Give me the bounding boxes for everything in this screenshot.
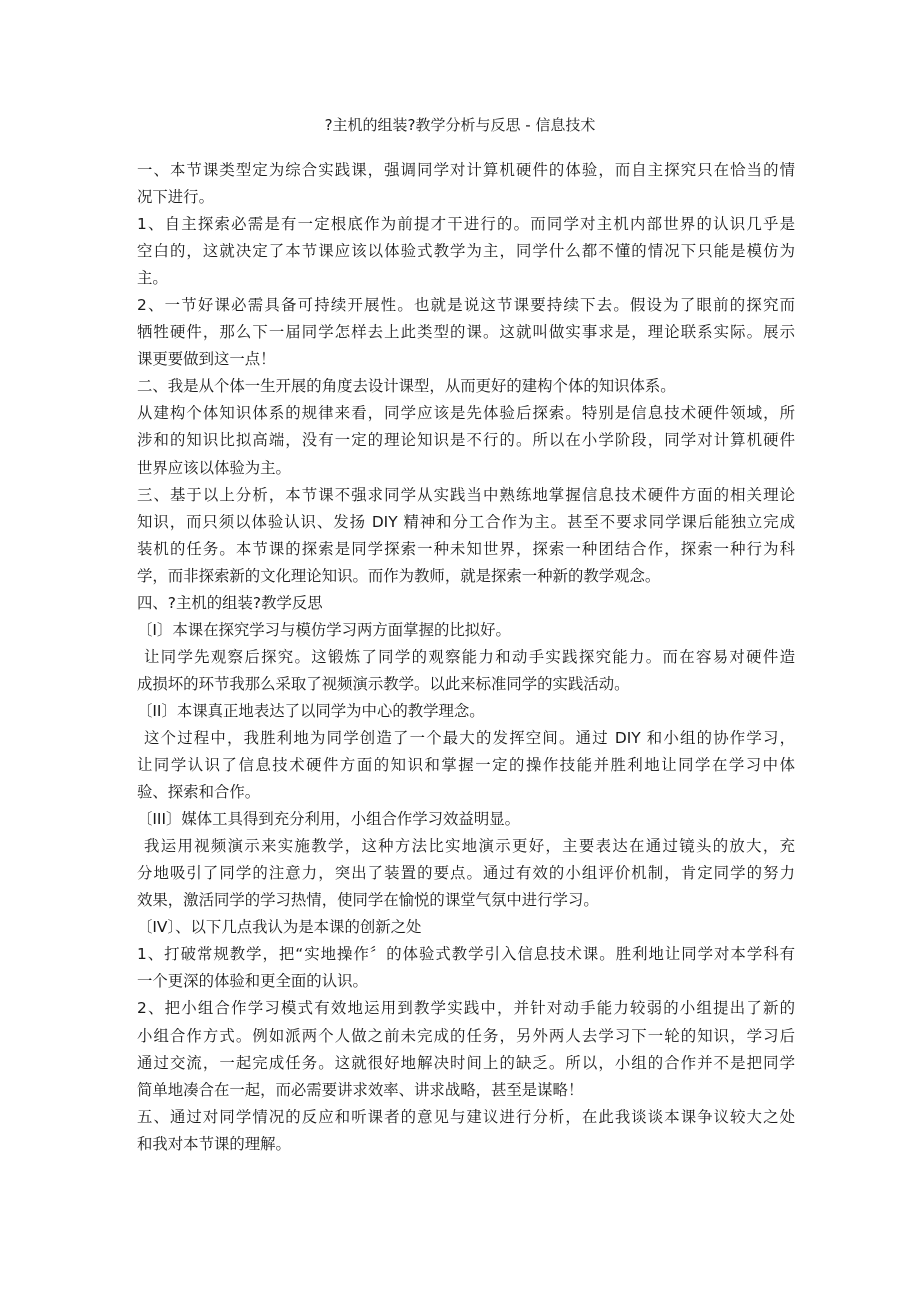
text-line: 这个过程中，我胜利地为同学创造了一个最大的发挥空间。通过 DIY 和小组的协作学习， <box>144 728 795 747</box>
text-line: 我运用视频演示来实施教学，这种方法比实地演示更好，主要表达在通过镜头的放大，充 <box>144 837 795 856</box>
text-line: 一、本节课类型定为综合实践课，强调同学对计算机硬件的体验，而自主探究只在恰当的情 <box>137 161 795 179</box>
text-line: 〔III〕媒体工具得到充分利用，小组合作学习效益明显。 <box>137 810 520 829</box>
text-line: 验、探索和合作。 <box>137 783 261 802</box>
text-line: 牺牲硬件，那么下一届同学怎样去上此类型的课。这就叫做实事求是，理论联系实际。展示 <box>137 323 795 342</box>
text-line: 五、通过对同学情况的反应和听课者的意见与建议进行分析，在此我谈谈本课争议较大之处 <box>137 1107 795 1126</box>
text-line: 四、?主机的组装?教学反思 <box>137 593 323 612</box>
text-line: 成损坏的环节我那么采取了视频演示教学。以此来标准同学的实践活动。 <box>137 674 630 693</box>
text-line: 课更要做到这一点！ <box>137 350 276 369</box>
text-line: 简单地凑合在一起，而必需要讲求效率、讲求战略，甚至是谋略！ <box>137 1080 584 1099</box>
text-line: 知识，而只须以体验认识、发扬 DIY 精神和分工合作为主。甚至不要求同学课后能独立完成 <box>137 512 795 531</box>
document-body <box>137 157 795 1158</box>
text-line: 让同学认识了信息技术硬件方面的知识和掌握一定的操作技能并胜利地让同学在学习中体 <box>137 756 795 775</box>
text-line: 1、打破常规教学，把“实地操作〞的体验式教学引入信息技术课。胜利地让同学对本学科有 <box>137 945 795 964</box>
text-line: 1、自主探索必需是有一定根底作为前提才干进行的。而同学对主机内部世界的认识几乎是 <box>137 215 795 234</box>
text-line: 效果，激活同学的学习热情，使同学在愉悦的课堂气氛中进行学习。 <box>137 891 599 910</box>
text-line: 2、一节好课必需具备可持续开展性。也就是说这节课要持续下去。假设为了眼前的探究而 <box>137 296 795 315</box>
text-line: 〔II〕本课真正地表达了以同学为中心的教学理念。 <box>137 701 485 720</box>
text-line: 2、把小组合作学习模式有效地运用到教学实践中，并针对动手能力较弱的小组提出了新的 <box>137 999 795 1018</box>
text-line: 涉和的知识比拟高端，没有一定的理论知识是不行的。所以在小学阶段，同学对计算机硬件 <box>137 431 795 450</box>
text-line: 二、我是从个体一生开展的角度去设计课型，从而更好的建构个体的知识体系。 <box>137 377 676 396</box>
text-line: 主。 <box>137 269 168 288</box>
text-line: 三、基于以上分析，本节课不强求同学从实践当中熟练地掌握信息技术硬件方面的相关理论 <box>137 485 795 504</box>
text-line: 〔I〕本课在探究学习与模仿学习两方面掌握的比拟好。 <box>137 620 511 639</box>
text-line: 从建构个体知识体系的规律来看，同学应该是先体验后探索。特别是信息技术硬件领域，所 <box>137 404 795 423</box>
text-line: 〔IV〕、以下几点我认为是本课的创新之处 <box>137 918 422 937</box>
text-line: 空白的，这就决定了本节课应该以体验式教学为主，同学什么都不懂的情况下只能是模仿为 <box>137 242 795 261</box>
text-line: 通过交流，一起完成任务。这就很好地解决时间上的缺乏。所以，小组的合作并不是把同学 <box>137 1053 795 1072</box>
text-line: 一个更深的体验和更全面的认识。 <box>137 972 368 991</box>
text-line: 世界应该以体验为主。 <box>137 458 291 477</box>
text-line: 让同学先观察后探究。这锻炼了同学的观察能力和动手实践探究能力。而在容易对硬件造 <box>144 647 795 666</box>
text-line: 学，而非探索新的文化理论知识。而作为教师，就是探索一种新的教学观念。 <box>137 566 661 585</box>
text-line: 小组合作方式。例如派两个人做之前未完成的任务，另外两人去学习下一轮的知识，学习后 <box>137 1026 795 1045</box>
text-line: 装机的任务。本节课的探索是同学探索一种未知世界，探索一种团结合作，探索一种行为科 <box>137 539 795 558</box>
text-line: 况下进行。 <box>137 188 214 207</box>
text-line: 分地吸引了同学的注意力，突出了装置的要点。通过有效的小组评价机制，肯定同学的努力 <box>137 864 795 883</box>
text-line: 和我对本节课的理解。 <box>137 1134 291 1153</box>
document-title: ?主机的组装?教学分析与反思 - 信息技术 <box>324 116 596 134</box>
